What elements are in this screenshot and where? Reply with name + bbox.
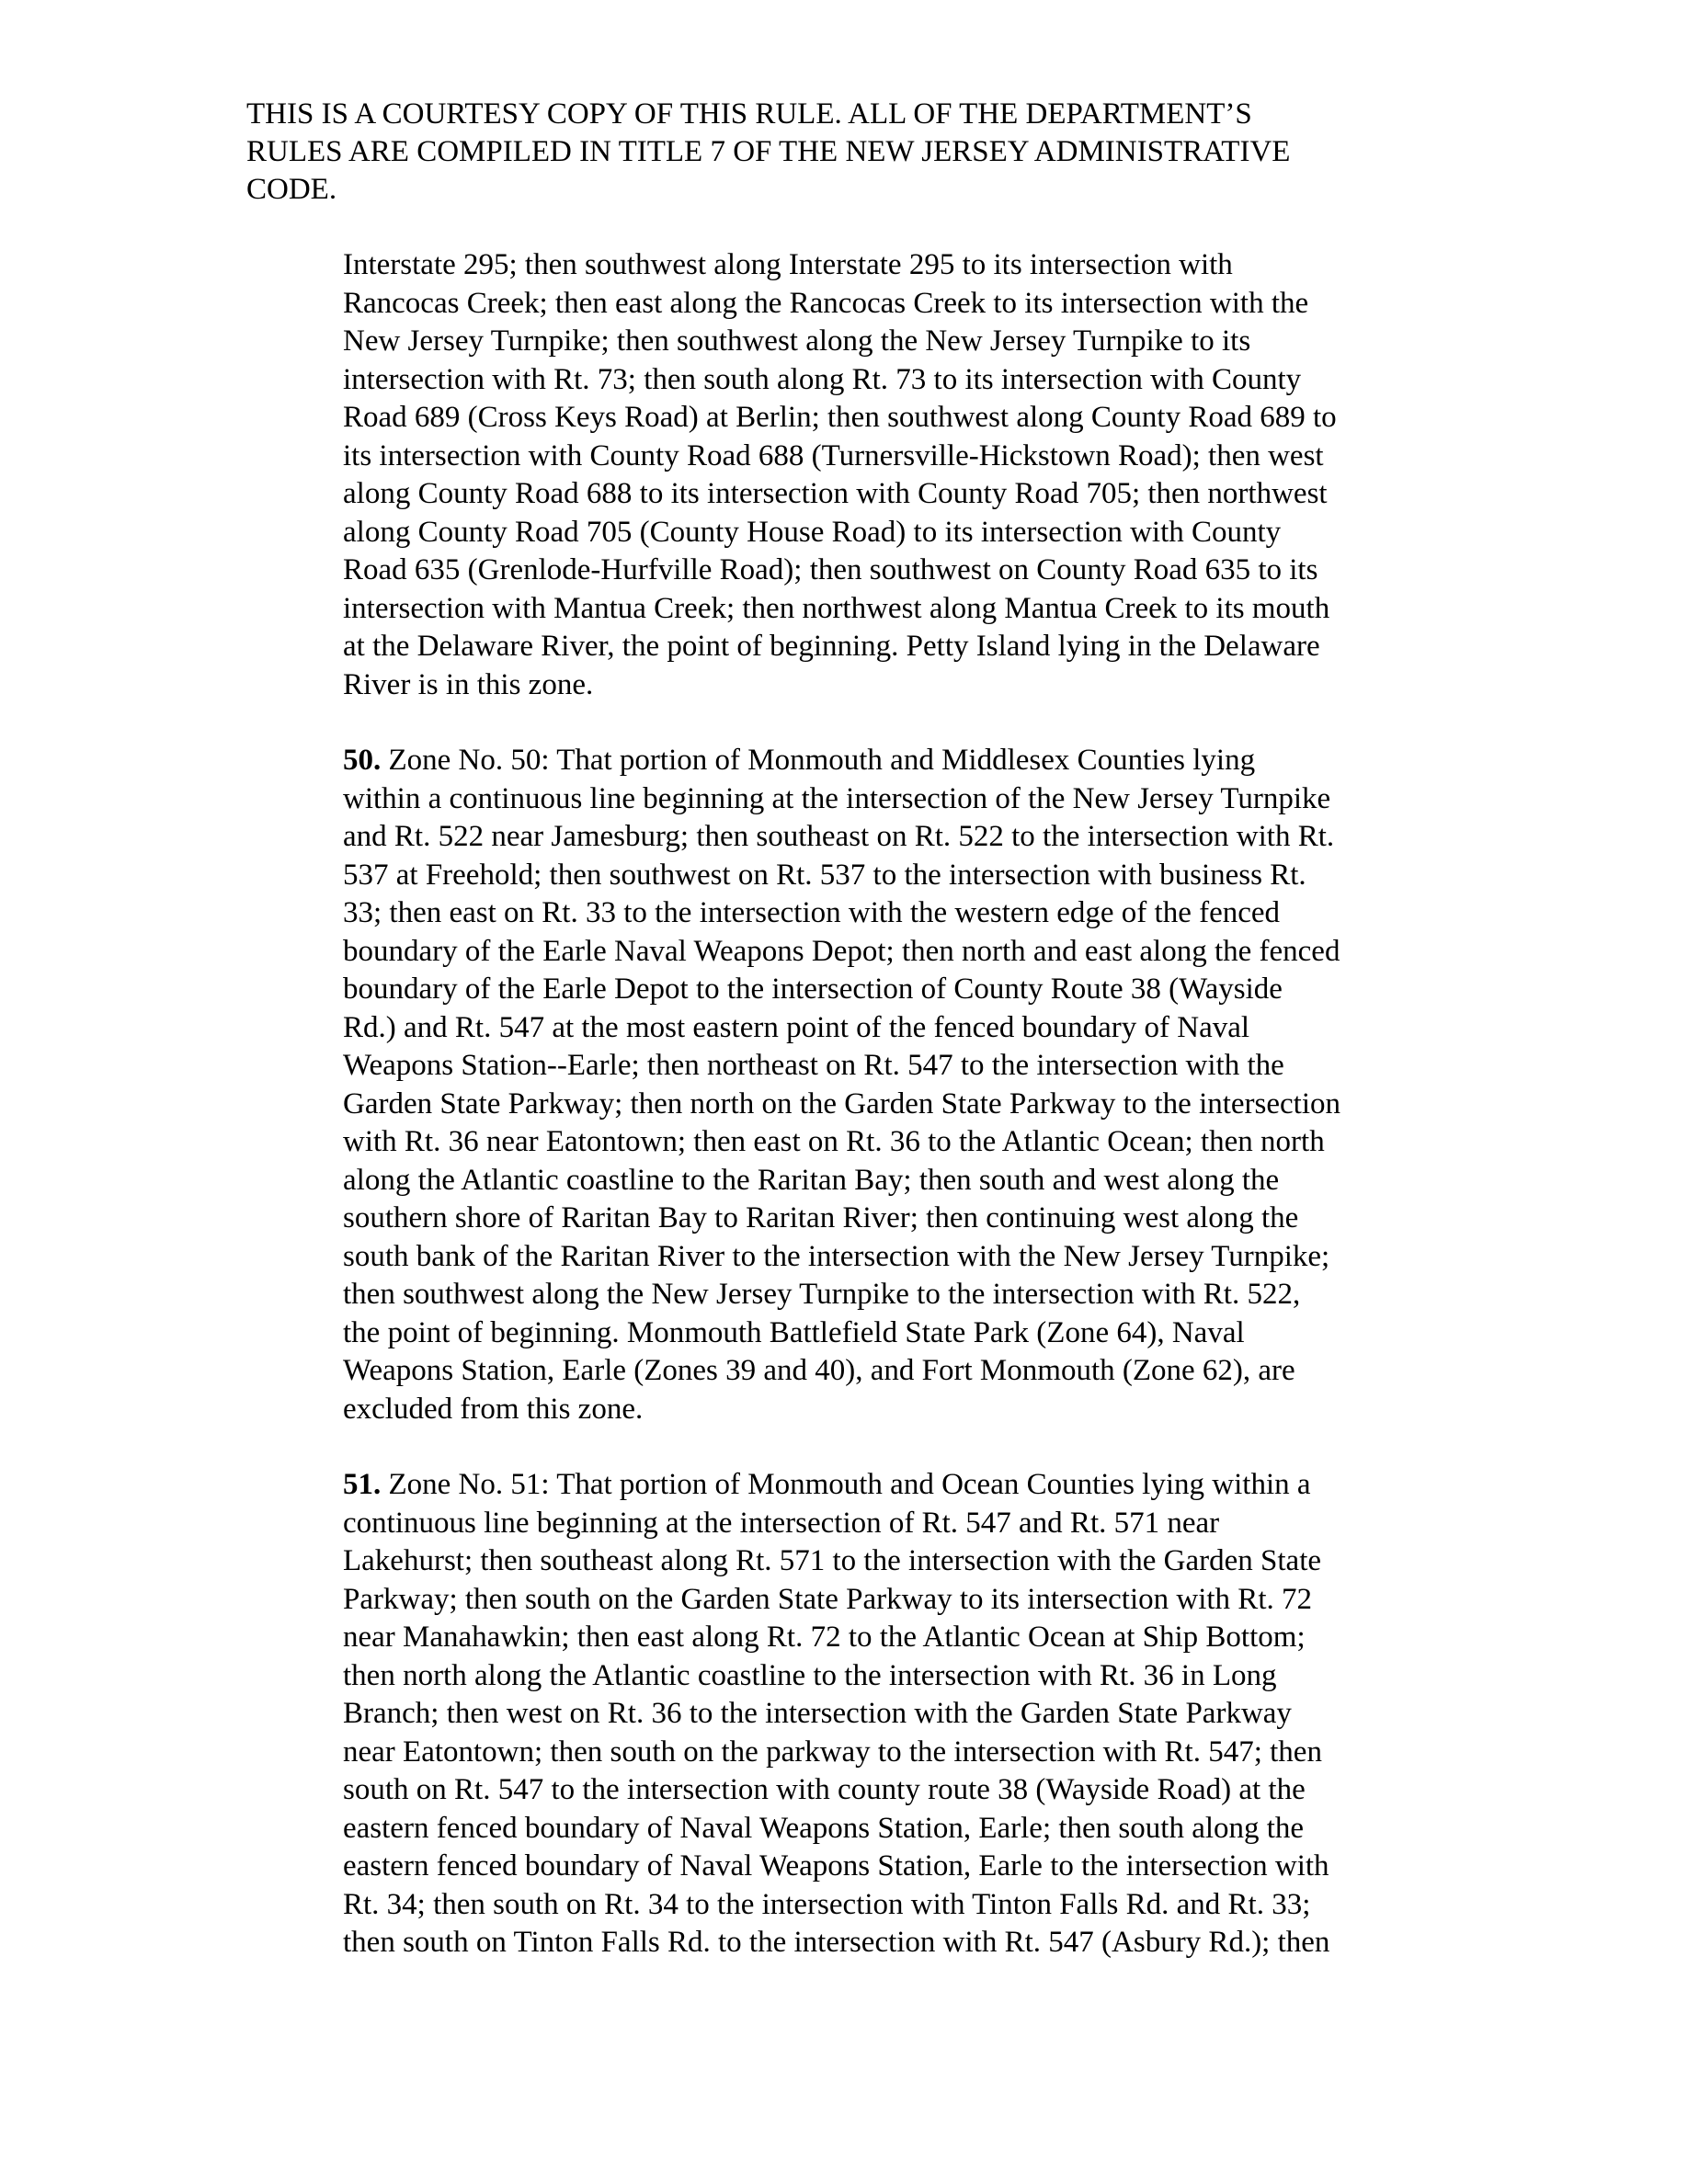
paragraph-zone-50 bbox=[343, 742, 1446, 1428]
zone-number: 51. bbox=[343, 1468, 382, 1501]
courtesy-notice: THIS IS A COURTESY COPY OF THIS RULE. ALL OF THE DEPARTMENT’S RULES ARE COMPILED IN TITLE 7 OF THE NEW JERSEY ADMINISTRATIVE CODE. bbox=[246, 97, 1291, 206]
paragraph-text: Zone No. 50: That portion of Monmouth and Middlesex Counties lying within a continuous line beginning at the intersection of the New Jersey Turnpike and Rt. 522 near Jamesburg; then southeast on Rt. 522 to the intersection with Rt. 537 at Freehold; then southwest on Rt. 537 to the intersection with business Rt. 33; then east on Rt. 33 to the intersection with the western edge of the fenced boundary of the Earle Naval Weapons Depot; then north and east along the fenced boundary of the Earle Depot to the intersection of County Route 38 (Wayside Rd.) and Rt. 547 at the most eastern point of the fenced boundary of Naval Weapons Station--Earle; then northeast on Rt. 547 to the intersection with the Garden State Parkway; then north on the Garden State Parkway to the intersection with Rt. 36 near Eatontown; then east on Rt. 36 to the Atlantic Ocean; then north along the Atlantic coastline to the Raritan Bay; then south and west along the southern shore of Raritan Bay to Raritan River; then continuing west along the south bank of the Raritan River to the intersection with the New Jersey Turnpike; then southwest along the New Jersey Turnpike to the intersection with Rt. 522, the point of beginning. Monmouth Battlefield State Park (Zone 64), Naval Weapons Station, Earle (Zones 39 and 40), and Fort Monmouth (Zone 62), are excluded from this zone. bbox=[343, 744, 1341, 1426]
paragraph-text: Interstate 295; then southwest along Interstate 295 to its intersection with Rancocas Creek; then east along the Rancocas Creek to its intersection with the New Jersey Turnpike; then southwest along the New Jersey Turnpike to its intersection with Rt. 73; then south along Rt. 73 to its intersection with County Road 689 (Cross Keys Road) at Berlin; then southwest along County Road 689 to its intersection with County Road 688 (Turnersville-Hickstown Road); then west along County Road 688 to its intersection with County Road 705; then northwest along County Road 705 (County House Road) to its intersection with County Road 635 (Grenlode-Hurfville Road); then southwest on County Road 635 to its intersection with Mantua Creek; then northwest along Mantua Creek to its mouth at the Delaware River, the point of beginning. Petty Island lying in the Delaware River is in this zone. bbox=[343, 248, 1337, 701]
paragraph-zone-51 bbox=[343, 1466, 1446, 1962]
paragraph-text: Zone No. 51: That portion of Monmouth and Ocean Counties lying within a continuous line beginning at the intersection of Rt. 547 and Rt. 571 near Lakehurst; then southeast along Rt. 571 to the intersection with the Garden State Parkway; then south on the Garden State Parkway to its intersection with Rt. 72 near Manahawkin; then east along Rt. 72 to the Atlantic Ocean at Ship Bottom; then north along the Atlantic coastline to the intersection with Rt. 36 in Long Branch; then west on Rt. 36 to the intersection with the Garden State Parkway near Eatontown; then south on the parkway to the intersection with Rt. 547; then south on Rt. 547 to the intersection with county route 38 (Wayside Road) at the eastern fenced boundary of Naval Weapons Station, Earle; then south along the eastern fenced boundary of Naval Weapons Station, Earle to the intersection with Rt. 34; then south on Rt. 34 to the intersection with Tinton Falls Rd. and Rt. 33; then south on Tinton Falls Rd. to the intersection with Rt. 547 (Asbury Rd.); then bbox=[343, 1468, 1330, 1959]
rule-body bbox=[343, 246, 1446, 2000]
zone-number: 50. bbox=[343, 744, 382, 777]
paragraph-continuation bbox=[343, 246, 1446, 704]
